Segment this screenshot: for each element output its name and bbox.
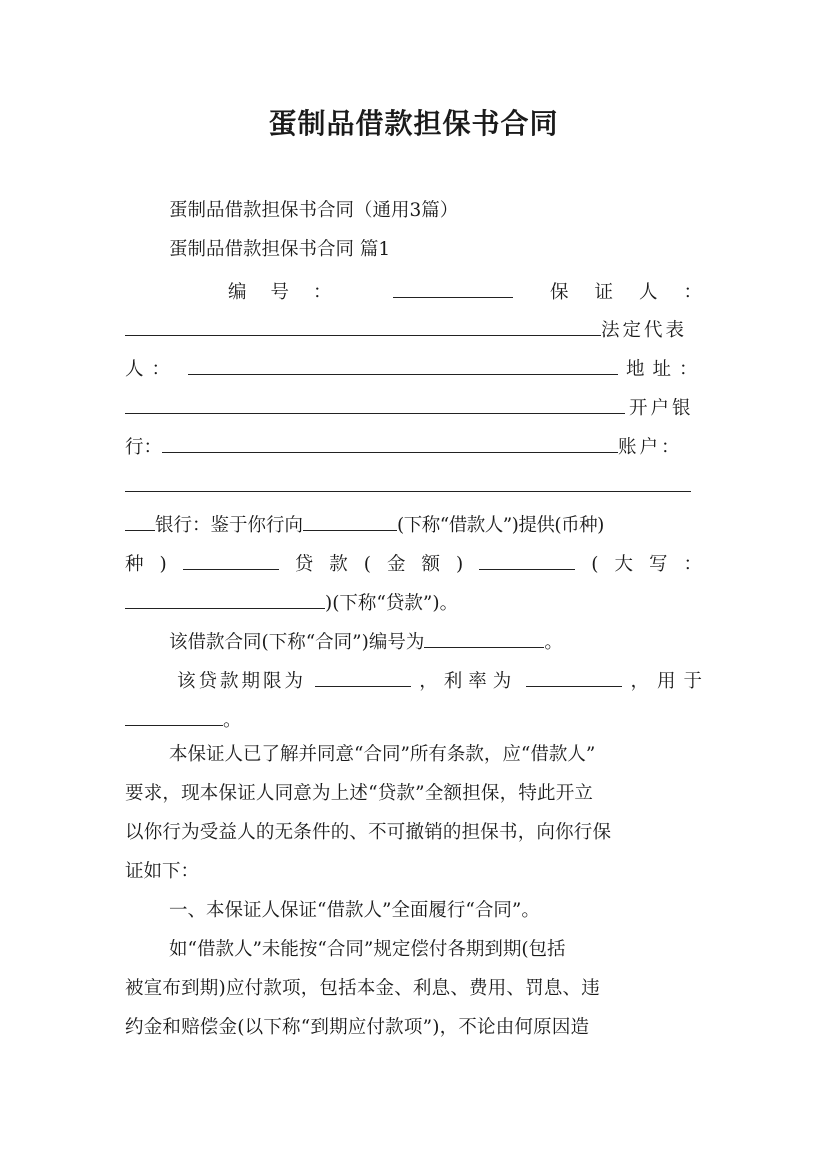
account-blank <box>125 469 691 492</box>
address-line: 人： 地址： <box>125 352 702 382</box>
para1-line2: 要求，现本保证人同意为上述“贷款”全额担保，特此开立 <box>125 783 594 804</box>
contract-number-blank <box>424 625 544 648</box>
number-guarantor-line <box>228 275 728 305</box>
para2-line2: 被宣布到期)应付款项，包括本金、利息、费用、罚息、违 <box>125 978 600 999</box>
bank-desc-line: 银行：鉴于你行向 (下称“借款人”)提供(币种) <box>125 508 702 538</box>
guarantor-blank <box>125 313 601 336</box>
number-blank <box>393 275 513 298</box>
account-label: 账户： <box>618 437 683 458</box>
para2-line1: 如“借款人”未能按“合同”规定偿付各期到期(包括 <box>169 939 566 960</box>
subtitle: 蛋制品借款担保书合同（通用3篇） <box>169 200 459 221</box>
amount-line: 种 ) 贷 款 ( 金 额 ) ( 大 写 ： <box>125 547 702 577</box>
para1-line1: 本保证人已了解并同意“合同”所有条款，应“借款人” <box>169 744 596 765</box>
account-line: 行： 账户： <box>125 430 702 460</box>
section-heading: 蛋制品借款担保书合同 篇1 <box>169 239 391 260</box>
guarantor-label: 保证人： <box>549 282 728 303</box>
clause-1: 一、本保证人保证“借款人”全面履行“合同”。 <box>169 900 540 921</box>
bank-label-part1: 开户银 <box>629 398 694 419</box>
capital-line: )(下称“贷款”)。 <box>125 586 702 616</box>
address-label: 地址： <box>626 359 706 380</box>
legal-rep-label-part1: 法定代表 <box>601 320 688 341</box>
rate-blank <box>526 664 622 687</box>
amount-blank <box>479 547 575 570</box>
account-blank-line <box>125 469 702 499</box>
para1-line3: 以你行为受益人的无条件的、不可撤销的担保书，向你行保 <box>125 822 612 843</box>
document-title: 蛋制品借款担保书合同 <box>268 107 559 140</box>
currency-blank <box>183 547 279 570</box>
address-blank <box>125 391 625 414</box>
bank-line <box>125 391 702 421</box>
use-blank <box>125 703 223 726</box>
legal-rep-line <box>125 313 702 343</box>
para1-line4: 证如下： <box>125 861 200 882</box>
term-blank <box>315 664 411 687</box>
lender-blank <box>303 508 397 531</box>
bank-blank <box>162 430 618 453</box>
capital-blank <box>125 586 325 609</box>
use-line: 。 <box>125 703 702 733</box>
legal-rep-blank <box>188 352 618 375</box>
contract-number-line: 该借款合同(下称“合同”)编号为 。 <box>169 625 702 655</box>
term-line: 该贷款期限为 ，利率为 ，用于 <box>177 664 702 694</box>
number-label: 编号： <box>228 282 356 303</box>
para2-line3: 约金和赔偿金(以下称“到期应付款项”)，不论由何原因造 <box>125 1017 590 1038</box>
